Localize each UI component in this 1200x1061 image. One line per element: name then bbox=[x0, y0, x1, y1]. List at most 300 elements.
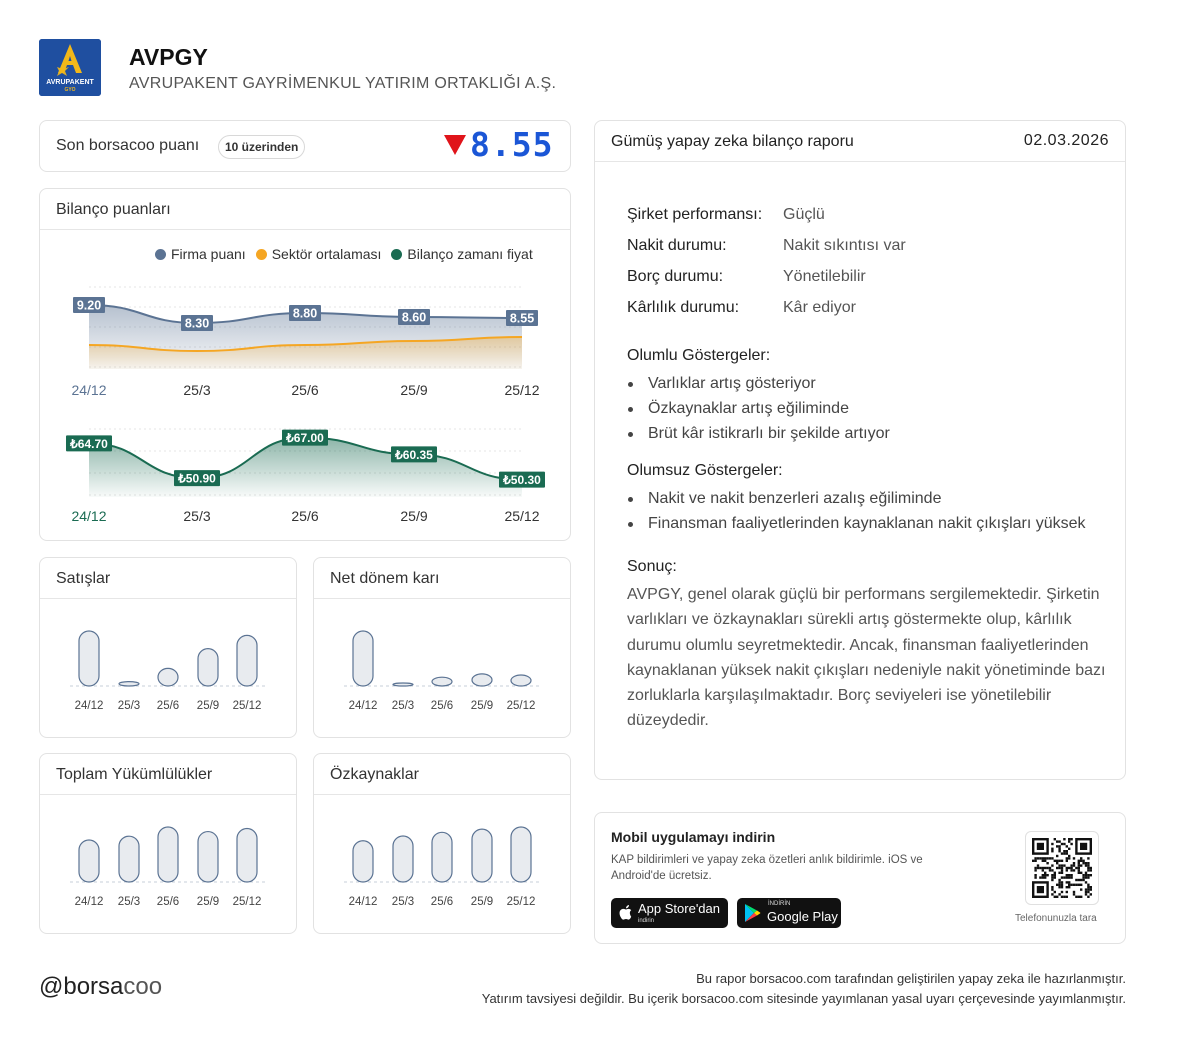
toplam-yukumlulukler-title: Toplam Yükümlülükler bbox=[56, 766, 213, 783]
qr-module bbox=[1063, 864, 1065, 866]
qr-module bbox=[1090, 893, 1092, 895]
positive-heading: Olumlu Göstergeler: bbox=[627, 347, 771, 364]
qr-module bbox=[1034, 874, 1036, 876]
qr-module bbox=[1087, 869, 1089, 871]
bar bbox=[511, 827, 531, 882]
qr-module bbox=[1051, 857, 1053, 859]
qr-module bbox=[1044, 860, 1046, 862]
qr-module bbox=[1082, 860, 1084, 862]
x-tick-label: 25/6 bbox=[156, 896, 180, 908]
company-name: AVRUPAKENT GAYRİMENKUL YATIRIM ORTAKLIĞI A.Ş. bbox=[129, 75, 557, 92]
qr-module bbox=[1039, 876, 1041, 878]
qr-module bbox=[1082, 879, 1084, 881]
qr-module bbox=[1054, 891, 1056, 893]
qr-module bbox=[1085, 864, 1087, 866]
qr-module bbox=[1068, 886, 1070, 888]
qr-module bbox=[1087, 864, 1089, 866]
qr-module bbox=[1061, 869, 1063, 871]
footer-line-1: Bu rapor borsacoo.com tarafından geliştirilen yapay zeka ile hazırlanmıştır. bbox=[696, 971, 1126, 986]
brand-handle bbox=[39, 973, 162, 1001]
logo-text-2: GYO bbox=[64, 87, 76, 93]
qr-module bbox=[1056, 840, 1058, 842]
qr-module bbox=[1078, 860, 1080, 862]
negative-heading: Olumsuz Göstergeler: bbox=[627, 462, 783, 479]
list-item: Finansman faaliyetlerinden kaynaklanan nakit çıkışları yüksek bbox=[627, 511, 1107, 536]
bar bbox=[119, 836, 139, 882]
qr-module bbox=[1054, 896, 1056, 898]
qr-module bbox=[1066, 876, 1068, 878]
app-store-label: App Store'dan bbox=[638, 901, 720, 916]
qr-module bbox=[1042, 867, 1044, 869]
data-label: 8.55 bbox=[509, 311, 535, 326]
qr-module bbox=[1058, 879, 1060, 881]
qr-module bbox=[1058, 845, 1060, 847]
kv-value: Nakit sıkıntısı var bbox=[783, 236, 906, 254]
bilanco-title: Bilanço puanları bbox=[56, 201, 171, 218]
qr-module bbox=[1066, 896, 1068, 898]
x-tick-label: 25/9 bbox=[196, 896, 220, 908]
qr-module bbox=[1042, 869, 1044, 871]
data-label: 8.60 bbox=[401, 310, 427, 325]
qr-module bbox=[1090, 874, 1092, 876]
divider bbox=[40, 229, 570, 230]
app-store-button[interactable] bbox=[611, 898, 728, 928]
price-line-chart bbox=[40, 421, 572, 531]
x-tick-label: 25/6 bbox=[291, 508, 319, 524]
qr-module bbox=[1073, 884, 1075, 886]
qr-module bbox=[1037, 867, 1039, 869]
qr-module bbox=[1051, 843, 1053, 845]
qr-module bbox=[1078, 872, 1080, 874]
satislar-title: Satışlar bbox=[56, 570, 111, 587]
qr-module bbox=[1073, 869, 1075, 871]
kv-value: Yönetilebilir bbox=[783, 267, 866, 285]
bar bbox=[353, 841, 373, 882]
qr-module bbox=[1058, 860, 1060, 862]
qr-module bbox=[1070, 874, 1072, 876]
x-tick-label: 25/12 bbox=[232, 896, 262, 908]
score-scale-badge: 10 üzerinden bbox=[218, 135, 305, 159]
qr-module bbox=[1085, 888, 1087, 890]
google-play-icon bbox=[743, 903, 761, 923]
qr-module bbox=[1061, 864, 1063, 866]
report-title: Gümüş yapay zeka bilanço raporu bbox=[611, 133, 854, 150]
legend-item-sektor bbox=[256, 246, 382, 262]
qr-module bbox=[1080, 879, 1082, 881]
qr-module bbox=[1066, 852, 1068, 854]
ozkaynaklar-bar-chart bbox=[314, 795, 572, 935]
kv-key: Nakit durumu: bbox=[627, 236, 727, 254]
qr-module bbox=[1066, 867, 1068, 869]
x-tick-label: 25/6 bbox=[430, 700, 454, 712]
kv-key: Şirket performansı: bbox=[627, 205, 763, 223]
x-tick-label: 25/3 bbox=[117, 700, 141, 712]
qr-module bbox=[1080, 884, 1082, 886]
qr-module bbox=[1049, 867, 1051, 869]
handle-main: @borsa bbox=[39, 973, 124, 1000]
qr-module bbox=[1051, 848, 1053, 850]
qr-module bbox=[1051, 874, 1053, 876]
data-label: 8.30 bbox=[184, 316, 210, 331]
app-store-sublabel: indirin bbox=[638, 918, 655, 924]
header bbox=[39, 39, 639, 99]
qr-module bbox=[1056, 855, 1058, 857]
legend-dot-icon bbox=[391, 249, 402, 260]
x-tick-label: 25/6 bbox=[430, 896, 454, 908]
qr-module bbox=[1063, 852, 1065, 854]
qr-module bbox=[1044, 876, 1046, 878]
bar bbox=[198, 649, 218, 686]
kv-key: Kârlılık durumu: bbox=[627, 298, 740, 316]
qr-code-frame bbox=[1025, 831, 1099, 905]
qr-module bbox=[1066, 874, 1068, 876]
qr-module bbox=[1085, 893, 1087, 895]
qr-module bbox=[1034, 867, 1036, 869]
qr-module bbox=[1073, 891, 1075, 893]
qr-module bbox=[1034, 869, 1036, 871]
qr-module bbox=[1054, 874, 1056, 876]
qr-module bbox=[1063, 876, 1065, 878]
x-tick-label: 24/12 bbox=[74, 700, 104, 712]
qr-module bbox=[1066, 850, 1068, 852]
x-tick-label: 25/3 bbox=[391, 700, 415, 712]
report-body bbox=[627, 199, 1107, 734]
qr-module bbox=[1085, 874, 1087, 876]
qr-module bbox=[1044, 857, 1046, 859]
qr-module bbox=[1078, 862, 1080, 864]
toplam-yukumlulukler-card bbox=[39, 753, 297, 934]
qr-module bbox=[1070, 864, 1072, 866]
qr-module bbox=[1061, 872, 1063, 874]
qr-module bbox=[1039, 867, 1041, 869]
qr-module bbox=[1061, 891, 1063, 893]
handle-light: coo bbox=[123, 973, 163, 1000]
qr-module bbox=[1051, 850, 1053, 852]
qr-caption: Telefonunuzla tara bbox=[1015, 913, 1097, 924]
qr-module bbox=[1056, 862, 1058, 864]
qr-module bbox=[1075, 896, 1077, 898]
x-tick-label: 25/9 bbox=[470, 896, 494, 908]
qr-module bbox=[1080, 896, 1082, 898]
qr-module bbox=[1051, 864, 1053, 866]
qr-finder-center bbox=[1080, 843, 1087, 850]
qr-module bbox=[1070, 838, 1072, 840]
qr-finder-center bbox=[1037, 886, 1044, 893]
list-item: Brüt kâr istikrarlı bir şekilde artıyor bbox=[627, 421, 1107, 446]
qr-module bbox=[1080, 888, 1082, 890]
qr-module bbox=[1066, 891, 1068, 893]
qr-module bbox=[1090, 867, 1092, 869]
qr-module bbox=[1061, 843, 1063, 845]
qr-module bbox=[1049, 857, 1051, 859]
bar bbox=[432, 832, 452, 882]
qr-module bbox=[1061, 876, 1063, 878]
qr-module bbox=[1080, 857, 1082, 859]
x-tick-label: 25/12 bbox=[506, 700, 536, 712]
qr-module bbox=[1042, 857, 1044, 859]
logo-mark-icon bbox=[39, 39, 101, 96]
qr-module bbox=[1068, 838, 1070, 840]
negative-list bbox=[627, 486, 1107, 536]
qr-module bbox=[1058, 886, 1060, 888]
qr-finder-center bbox=[1037, 843, 1044, 850]
kv-key: Borç durumu: bbox=[627, 267, 724, 285]
qr-module bbox=[1087, 888, 1089, 890]
qr-module bbox=[1058, 864, 1060, 866]
x-tick-label: 25/12 bbox=[504, 382, 540, 398]
qr-module bbox=[1070, 843, 1072, 845]
qr-module bbox=[1032, 860, 1034, 862]
qr-module bbox=[1063, 896, 1065, 898]
x-tick-label: 24/12 bbox=[71, 382, 107, 398]
data-label: ₺50.90 bbox=[178, 471, 216, 486]
qr-module bbox=[1066, 881, 1068, 883]
toplam-yukumlulukler-bar-chart bbox=[40, 795, 298, 935]
qr-module bbox=[1070, 867, 1072, 869]
qr-module bbox=[1085, 862, 1087, 864]
qr-module bbox=[1070, 876, 1072, 878]
qr-module bbox=[1066, 869, 1068, 871]
qr-module bbox=[1087, 886, 1089, 888]
kv-row-karlilik bbox=[627, 292, 1107, 323]
qr-module bbox=[1082, 874, 1084, 876]
satislar-card bbox=[39, 557, 297, 738]
qr-module bbox=[1075, 884, 1077, 886]
qr-module bbox=[1058, 881, 1060, 883]
legend-label: Bilanço zamanı fiyat bbox=[407, 246, 533, 262]
bar bbox=[119, 682, 139, 686]
qr-module bbox=[1049, 869, 1051, 871]
qr-module bbox=[1066, 886, 1068, 888]
legend-item-fiyat bbox=[391, 246, 532, 262]
qr-module bbox=[1087, 867, 1089, 869]
qr-module bbox=[1087, 891, 1089, 893]
x-tick-label: 25/9 bbox=[196, 700, 220, 712]
qr-module bbox=[1087, 857, 1089, 859]
kv-value: Kâr ediyor bbox=[783, 298, 856, 316]
bar bbox=[79, 631, 99, 686]
score-line-chart bbox=[40, 279, 572, 399]
qr-module bbox=[1066, 857, 1068, 859]
qr-module bbox=[1063, 850, 1065, 852]
qr-module bbox=[1068, 857, 1070, 859]
x-tick-label: 24/12 bbox=[74, 896, 104, 908]
qr-module bbox=[1054, 838, 1056, 840]
qr-module bbox=[1078, 867, 1080, 869]
qr-module bbox=[1068, 874, 1070, 876]
bar bbox=[198, 832, 218, 882]
score-value: 8.55 bbox=[470, 125, 554, 164]
legend-dot-icon bbox=[155, 249, 166, 260]
qr-module bbox=[1073, 862, 1075, 864]
qr-module bbox=[1090, 869, 1092, 871]
footer-disclaimer bbox=[482, 969, 1126, 1009]
legend-label: Firma puanı bbox=[171, 246, 246, 262]
qr-module bbox=[1087, 896, 1089, 898]
qr-module bbox=[1037, 857, 1039, 859]
qr-module bbox=[1075, 867, 1077, 869]
bar bbox=[511, 675, 531, 686]
x-tick-label: 25/6 bbox=[291, 382, 319, 398]
x-tick-label: 25/12 bbox=[506, 896, 536, 908]
bar bbox=[158, 668, 178, 686]
data-label: 9.20 bbox=[76, 298, 102, 313]
x-tick-label: 25/3 bbox=[183, 382, 211, 398]
qr-module bbox=[1061, 867, 1063, 869]
qr-module bbox=[1056, 896, 1058, 898]
qr-module bbox=[1054, 876, 1056, 878]
bar bbox=[472, 674, 492, 686]
qr-module bbox=[1046, 867, 1048, 869]
qr-module bbox=[1068, 840, 1070, 842]
logo-text-1: AVRUPAKENT bbox=[46, 79, 94, 86]
qr-module bbox=[1051, 893, 1053, 895]
qr-module bbox=[1051, 886, 1053, 888]
qr-module bbox=[1078, 884, 1080, 886]
x-tick-label: 25/9 bbox=[400, 382, 428, 398]
qr-module bbox=[1085, 891, 1087, 893]
qr-module bbox=[1080, 872, 1082, 874]
list-item: Nakit ve nakit benzerleri azalış eğiliminde bbox=[627, 486, 1107, 511]
bar bbox=[353, 631, 373, 686]
data-label: ₺60.35 bbox=[395, 447, 433, 462]
qr-module bbox=[1078, 864, 1080, 866]
qr-module bbox=[1068, 884, 1070, 886]
qr-module bbox=[1087, 862, 1089, 864]
qr-module bbox=[1082, 862, 1084, 864]
positive-list bbox=[627, 371, 1107, 446]
qr-module bbox=[1087, 884, 1089, 886]
qr-module bbox=[1046, 874, 1048, 876]
legend-dot-icon bbox=[256, 249, 267, 260]
qr-module bbox=[1073, 893, 1075, 895]
qr-module bbox=[1037, 864, 1039, 866]
qr-module bbox=[1080, 860, 1082, 862]
qr-module bbox=[1061, 852, 1063, 854]
x-tick-label: 24/12 bbox=[348, 896, 378, 908]
qr-module bbox=[1058, 840, 1060, 842]
legend-item-firma bbox=[155, 246, 246, 262]
kv-row-performans bbox=[627, 199, 1107, 230]
qr-module bbox=[1070, 869, 1072, 871]
qr-module bbox=[1058, 867, 1060, 869]
x-tick-label: 25/9 bbox=[400, 508, 428, 524]
net-donem-kari-card bbox=[313, 557, 571, 738]
net-donem-kari-bar-chart bbox=[314, 599, 572, 739]
qr-module bbox=[1056, 845, 1058, 847]
qr-module bbox=[1085, 872, 1087, 874]
google-play-button[interactable] bbox=[737, 898, 841, 928]
bar bbox=[237, 635, 257, 686]
bar bbox=[393, 683, 413, 686]
qr-module bbox=[1087, 876, 1089, 878]
qr-module bbox=[1061, 881, 1063, 883]
qr-module bbox=[1034, 876, 1036, 878]
qr-module bbox=[1034, 857, 1036, 859]
qr-module bbox=[1066, 845, 1068, 847]
qr-module bbox=[1075, 879, 1077, 881]
qr-module bbox=[1068, 867, 1070, 869]
conclusion-text: AVPGY, genel olarak güçlü bir performans sergilemektedir. Şirketin varlıkları ve özkaynakları sürekli artış göstermekte olup, kârlılık durumu olumlu seyretmektedir. Ancak, finansman faaliyetlerinden kaynaklanan yüksek nakit çıkışları nedeniyle nakit yönetiminde bazı zorluklarla karşılaşılmaktadır. Borç seviyeleri ise yönetilebilir düzeydedir. bbox=[627, 586, 1106, 730]
qr-module bbox=[1073, 864, 1075, 866]
qr-module bbox=[1051, 888, 1053, 890]
qr-module bbox=[1051, 876, 1053, 878]
qr-module bbox=[1063, 843, 1065, 845]
qr-module bbox=[1044, 872, 1046, 874]
qr-module bbox=[1085, 876, 1087, 878]
qr-module bbox=[1056, 867, 1058, 869]
list-item: Özkaynaklar artış eğiliminde bbox=[627, 396, 1107, 421]
qr-module bbox=[1046, 862, 1048, 864]
qr-module bbox=[1044, 874, 1046, 876]
qr-module bbox=[1042, 876, 1044, 878]
qr-module bbox=[1061, 860, 1063, 862]
x-tick-label: 25/3 bbox=[117, 896, 141, 908]
qr-module bbox=[1044, 867, 1046, 869]
qr-module bbox=[1058, 848, 1060, 850]
x-tick-label: 25/9 bbox=[470, 700, 494, 712]
qr-module bbox=[1073, 857, 1075, 859]
qr-module bbox=[1070, 884, 1072, 886]
chart-legend bbox=[155, 246, 533, 262]
qr-module bbox=[1087, 874, 1089, 876]
apple-icon bbox=[618, 904, 634, 922]
bar bbox=[432, 677, 452, 686]
x-tick-label: 25/3 bbox=[183, 508, 211, 524]
bar bbox=[393, 836, 413, 882]
qr-module bbox=[1042, 860, 1044, 862]
list-item: Varlıklar artış gösteriyor bbox=[627, 371, 1107, 396]
ai-report-card bbox=[594, 120, 1126, 780]
qr-module bbox=[1058, 872, 1060, 874]
bar bbox=[79, 840, 99, 882]
qr-module bbox=[1058, 850, 1060, 852]
google-play-label: Google Play bbox=[767, 909, 838, 924]
report-date: 02.03.2026 bbox=[1023, 132, 1109, 149]
qr-code-icon bbox=[1032, 838, 1092, 898]
qr-module bbox=[1046, 857, 1048, 859]
qr-module bbox=[1051, 879, 1053, 881]
bar bbox=[472, 829, 492, 882]
qr-module bbox=[1090, 888, 1092, 890]
legend-label: Sektör ortalaması bbox=[271, 246, 382, 262]
net-donem-kari-title: Net dönem karı bbox=[330, 570, 440, 587]
qr-module bbox=[1078, 879, 1080, 881]
down-arrow-icon bbox=[444, 135, 466, 155]
app-download-card bbox=[594, 812, 1126, 944]
x-tick-label: 25/3 bbox=[391, 896, 415, 908]
score-label: Son borsacoo puanı bbox=[56, 137, 200, 154]
bar bbox=[237, 829, 257, 882]
qr-module bbox=[1068, 881, 1070, 883]
app-title: Mobil uygulamayı indirin bbox=[611, 829, 776, 845]
qr-module bbox=[1082, 876, 1084, 878]
qr-module bbox=[1068, 855, 1070, 857]
kv-value: Güçlü bbox=[783, 205, 825, 223]
qr-module bbox=[1061, 896, 1063, 898]
qr-module bbox=[1066, 860, 1068, 862]
qr-module bbox=[1058, 884, 1060, 886]
qr-module bbox=[1051, 869, 1053, 871]
app-description: KAP bildirimleri ve yapay zeka özetleri anlık bildirimle. iOS ve Android'de ücretsiz. bbox=[611, 854, 923, 882]
qr-module bbox=[1054, 860, 1056, 862]
qr-module bbox=[1061, 884, 1063, 886]
qr-module bbox=[1085, 881, 1087, 883]
qr-module bbox=[1056, 860, 1058, 862]
x-tick-label: 24/12 bbox=[348, 700, 378, 712]
kv-row-nakit bbox=[627, 230, 1107, 261]
x-tick-label: 25/12 bbox=[504, 508, 540, 524]
